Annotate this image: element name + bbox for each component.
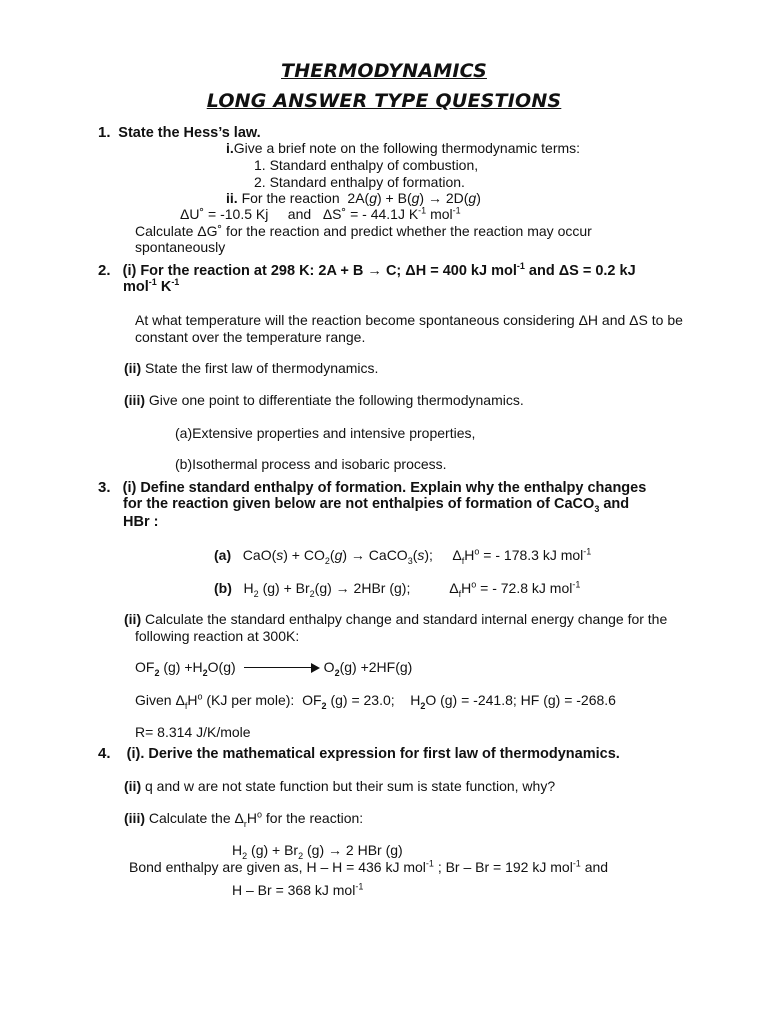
q1-part-ii: ii. For the reaction 2A(g) + B(g) → 2D(g) xyxy=(226,190,481,206)
q2-body-2: constant over the temperature range. xyxy=(135,329,366,345)
q3-part-ii: (ii) Calculate the standard enthalpy change and standard internal energy change for the xyxy=(124,611,668,627)
question-2: 2. (i) For the reaction at 298 K: 2A + B → C; ΔH = 400 kJ mol$^{-1}$ and ΔS = 0.2 kJ xyxy=(98,261,636,279)
part-text: For the reaction xyxy=(241,190,340,206)
part-label: ii. xyxy=(226,190,238,206)
q2-item-a: (a)Extensive properties and intensive properties, xyxy=(175,425,476,441)
question-number: 3. xyxy=(98,479,111,496)
q3-equation: $OF_2$ $(g) +H_2O(g)$ $O_2(g) +2HF(g)$ xyxy=(135,659,413,678)
question-stem: State the Hess’s law. xyxy=(118,125,261,141)
question-4: 4. (i). Derive the mathematical expression for first law of thermodynamics. xyxy=(98,745,620,762)
q3-reaction-a: (a) $CaO(s) + CO_2(g)$ → CaCO$_3$(s); $\Delta_fH^o$ = - 178.3 kJ mol$^{-1}$ xyxy=(214,546,592,566)
question-number: 2. xyxy=(98,262,111,279)
q1-calc-line-2: spontaneously xyxy=(135,239,226,255)
question-3-line-2: for the reaction given below are not enthalpies of formation of CaCO$_3$ and xyxy=(123,496,630,514)
q4-reaction: $H_2$ $(g) + Br_2$ (g) → 2 HBr (g) xyxy=(232,842,403,861)
q4-bond-enthalpy: Bond enthalpy are given as, H – H = 436 kJ mol$^{-1}$ ; Br – Br = 192 kJ mol$^{-1}$ and xyxy=(129,858,609,875)
q2-body-1: At what temperature will the reaction become spontaneous considering ΔH and ΔS to be xyxy=(135,312,683,328)
page-title: THERMODYNAMICS xyxy=(281,60,487,82)
q4-part-iii: (iii) Calculate the $\Delta_rH^o$ for the reaction: xyxy=(124,809,364,829)
q2-item-b: (b)Isothermal process and isobaric process. xyxy=(175,456,447,472)
question-3: 3. (i) Define standard enthalpy of formation. Explain why the enthalpy changes xyxy=(98,479,647,496)
question-number: 4. xyxy=(98,745,111,762)
q2-part-ii: (ii) State the first law of thermodynamics. xyxy=(124,360,379,376)
q3-reaction-b: (b) $H_2$ $(g) + Br_2(g) \to 2HBr$ (g); $\Delta_fH^o$ = - 72.8 kJ mol$^{-1}$ xyxy=(214,579,581,599)
q4-part-ii: (ii) q and w are not state function but their sum is state function, why? xyxy=(124,778,556,794)
q1-item-1: 1. Standard enthalpy of combustion, xyxy=(254,157,479,173)
question-number: 1. xyxy=(98,124,111,141)
q3-given: Given $\Delta_fH^o$ (KJ per mole): $OF_2$ (g) = 23.0; $H_2O$ (g) = -241.8; HF (g) = -268.6 xyxy=(135,691,616,711)
q3-part-ii-cont: following reaction at 300K: xyxy=(135,628,300,644)
question-2-cont: mol$^{-1}$ $K^{-1}$ xyxy=(123,277,180,295)
q1-calc-line-1: Calculate ΔG˚ for the reaction and predict whether the reaction may occur xyxy=(135,223,592,239)
q1-given-values: ΔU˚ = -10.5 Kj and ΔS˚ = - 44.1J $K^{-1}$ mol$^{-1}$ xyxy=(180,205,461,222)
q4-bond-enthalpy-hbr: H – Br = 368 kJ mol$^{-1}$ xyxy=(232,881,364,898)
q3-gas-constant: R= 8.314 J/K/mole xyxy=(135,724,251,740)
page-subtitle: LONG ANSWER TYPE QUESTIONS xyxy=(206,90,562,112)
q2-part-iii: (iii) Give one point to differentiate the following thermodynamics. xyxy=(124,392,524,408)
q1-item-2: 2. Standard enthalpy of formation. xyxy=(254,174,465,190)
part-label: i. xyxy=(226,140,234,156)
q1-part-i xyxy=(226,140,580,157)
question-3-line-3: HBr : xyxy=(123,514,159,530)
reaction-arrow-icon xyxy=(244,663,320,673)
part-text: Give a brief note on the following thermodynamic terms: xyxy=(233,140,581,156)
